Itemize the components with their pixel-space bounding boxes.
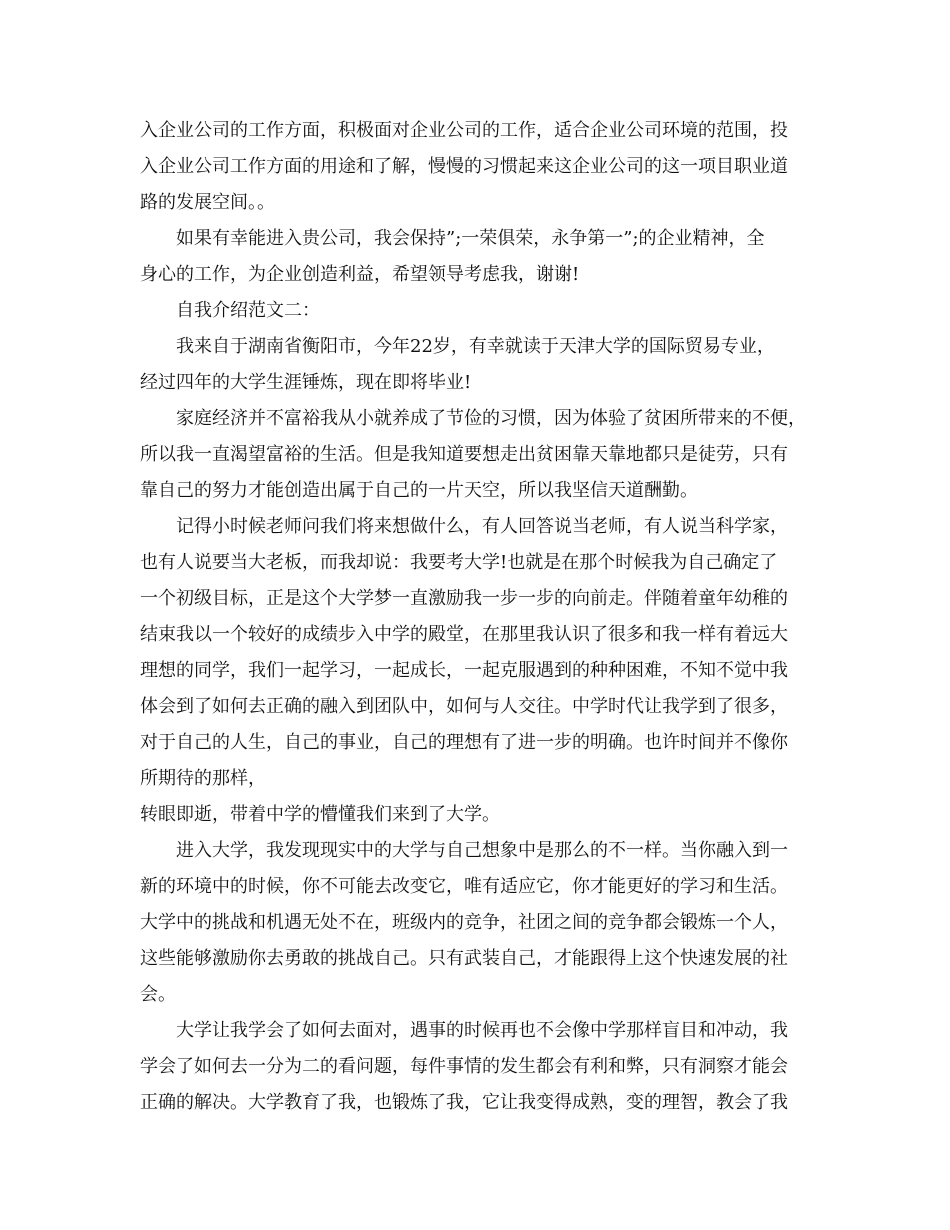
text-line: 体会到了如何去正确的融入到团队中，如何与人交往。中学时代让我学到了很多， [140, 696, 788, 717]
text-line: 记得小时候老师问我们将来想做什么，有人回答说当老师，有人说当科学家， [176, 516, 788, 537]
text-line: 也有人说要当大老板，而我却说：我要考大学!也就是在那个时候我为自己确定了 [140, 552, 778, 573]
text-line: 靠自己的努力才能创造出属于自己的一片天空，所以我坚信天道酬勤。 [140, 480, 698, 501]
text-line: 新的环境中的时候，你不可能去改变它，唯有适应它，你才能更好的学习和生活。 [140, 876, 788, 897]
text-line: 所以我一直渴望富裕的生活。但是我知道要想走出贫困靠天靠地都只是徒劳，只有 [140, 444, 788, 465]
text-line: 正确的解决。大学教育了我，也锻炼了我，它让我变得成熟，变的理智，教会了我 [140, 1092, 788, 1113]
text-line: 大学中的挑战和机遇无处不在，班级内的竞争，社团之间的竞争都会锻炼一个人， [140, 912, 788, 933]
text-line: 大学让我学会了如何去面对，遇事的时候再也不会像中学那样盲目和冲动，我 [176, 1020, 788, 1041]
text-line: 如果有幸能进入贵公司，我会保持”;一荣俱荣，永争第一”;的企业精神，全 [176, 228, 765, 249]
text-line: 所期待的那样， [140, 768, 266, 789]
text-line: 身心的工作，为企业创造利益，希望领导考虑我，谢谢! [140, 264, 580, 285]
text-line: 进入大学，我发现现实中的大学与自己想象中是那么的不一样。当你融入到一 [176, 840, 788, 861]
text-line: 对于自己的人生，自己的事业，自己的理想有了进一步的明确。也许时间并不像你 [140, 732, 788, 753]
text-line: 入企业公司的工作方面，积极面对企业公司的工作，适合企业公司环境的范围，投 [140, 120, 788, 141]
text-line: 转眼即逝，带着中学的懵懂我们来到了大学。 [140, 804, 500, 825]
text-line: 理想的同学，我们一起学习，一起成长，一起克服遇到的种种困难，不知不觉中我 [140, 660, 788, 681]
text-line: 会。 [140, 984, 176, 1005]
text-line: 家庭经济并不富裕我从小就养成了节俭的习惯，因为体验了贫困所带来的不便， [176, 408, 806, 429]
text-line: 学会了如何去一分为二的看问题，每件事情的发生都会有利和弊，只有洞察才能会 [140, 1056, 788, 1077]
text-line: 路的发展空间。。 [140, 192, 275, 213]
text-line: 入企业公司工作方面的用途和了解，慢慢的习惯起来这企业公司的这一项目职业道 [140, 156, 788, 177]
text-line: 一个初级目标，正是这个大学梦一直激励我一步一步的向前走。伴随着童年幼稚的 [140, 588, 788, 609]
section-heading: 自我介绍范文二： [176, 300, 320, 321]
text-line: 这些能够激励你去勇敢的挑战自己。只有武装自己，才能跟得上这个快速发展的社 [140, 948, 788, 969]
text-line: 我来自于湖南省衡阳市，今年22岁，有幸就读于天津大学的国际贸易专业， [176, 336, 775, 357]
text-line: 经过四年的大学生涯锤炼，现在即将毕业! [140, 372, 472, 393]
text-line: 结束我以一个较好的成绩步入中学的殿堂，在那里我认识了很多和我一样有着远大 [140, 624, 788, 645]
